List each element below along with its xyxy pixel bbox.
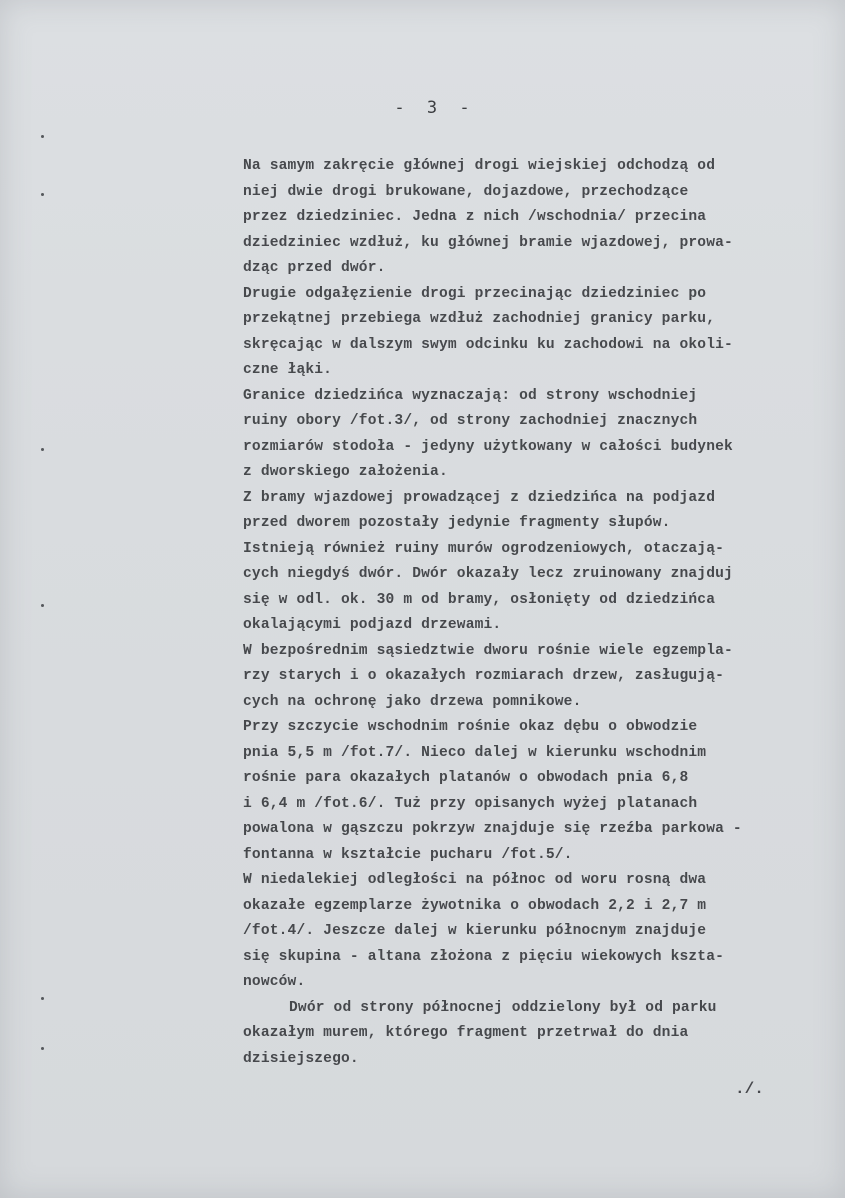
- text-line: W niedalekiej odległości na północ od woru rosną dwa: [243, 872, 707, 888]
- text-line: /fot.4/. Jeszcze dalej w kierunku północnym znajduje: [243, 923, 707, 939]
- text-line: Przy szczycie wschodnim rośnie okaz dębu o obwodzie: [243, 719, 698, 735]
- punch-hole-mark: [41, 997, 44, 1000]
- text-line: okalającymi podjazd drzewami.: [243, 617, 502, 633]
- text-line: rzy starych i o okazałych rozmiarach drzew, zasługują-: [243, 668, 725, 684]
- page-number: - 3 -: [394, 98, 476, 118]
- text-line: W bezpośrednim sąsiedztwie dworu rośnie wiele egzempla-: [243, 642, 733, 659]
- text-line: powalona w gąszczu pokrzyw znajduje się rzeźba parkowa -: [243, 821, 742, 837]
- text-line: przed dworem pozostały jedynie fragmenty słupów.: [243, 515, 671, 531]
- text-line: nowców.: [243, 974, 306, 990]
- punch-hole-mark: [41, 604, 44, 607]
- text-line: ruiny obory /fot.3/, od strony zachodniej znacznych: [243, 413, 698, 429]
- punch-hole-mark: [41, 448, 44, 451]
- text-line: cych niegdyś dwór. Dwór okazały lecz zruinowany znajduj: [243, 566, 733, 582]
- text-line: Na samym zakręcie głównej drogi wiejskiej odchodzą od: [243, 158, 716, 174]
- text-line: z dworskiego założenia.: [243, 464, 448, 480]
- text-line: rośnie para okazałych platanów o obwodach pnia 6,8: [243, 770, 689, 786]
- text-line: dzisiejszego.: [243, 1050, 359, 1067]
- text-line: fontanna w kształcie pucharu /fot.5/.: [243, 846, 573, 863]
- text-line: skręcając w dalszym swym odcinku ku zachodowi na okoli-: [243, 336, 733, 353]
- text-line: cych na ochronę jako drzewa pomnikowe.: [243, 693, 582, 710]
- text-line: czne łąki.: [243, 362, 333, 378]
- punch-hole-mark: [41, 1047, 44, 1050]
- text-line: pnia 5,5 m /fot.7/. Nieco dalej w kierunku wschodnim: [243, 744, 707, 761]
- body-text: [243, 154, 833, 1072]
- text-line: Z bramy wjazdowej prowadzącej z dziedzińca na podjazd: [243, 489, 716, 506]
- punch-hole-mark: [41, 193, 44, 196]
- text-line: się skupina - altana złożona z pięciu wiekowych kszta-: [243, 948, 725, 965]
- text-line: przez dziedziniec. Jedna z nich /wschodnia/ przecina: [243, 209, 707, 225]
- text-line: się w odl. ok. 30 m od bramy, osłonięty od dziedzińca: [243, 591, 716, 608]
- text-line: okazałe egzemplarze żywotnika o obwodach 2,2 i 2,7 m: [243, 897, 707, 914]
- text-line: Dwór od strony północnej oddzielony był od parku: [289, 999, 717, 1016]
- text-line: przekątnej przebiega wzdłuż zachodniej granicy parku,: [243, 311, 716, 327]
- text-line: rozmiarów stodoła - jedyny użytkowany w całości budynek: [243, 438, 733, 455]
- text-line: dziedziniec wzdłuż, ku głównej bramie wjazdowej, prowa-: [243, 234, 733, 251]
- text-line: Istnieją również ruiny murów ogrodzeniowych, otaczają-: [243, 540, 725, 557]
- text-line: Granice dziedzińca wyznaczają: od strony wschodniej: [243, 387, 698, 404]
- text-line: i 6,4 m /fot.6/. Tuż przy opisanych wyżej platanach: [243, 795, 698, 812]
- text-line: niej dwie drogi brukowane, dojazdowe, przechodzące: [243, 183, 689, 200]
- text-line: okazałym murem, którego fragment przetrwał do dnia: [243, 1025, 689, 1041]
- punch-hole-mark: [41, 135, 44, 138]
- text-line: Drugie odgałęzienie drogi przecinając dziedziniec po: [243, 285, 707, 302]
- continuation-mark: ./.: [735, 1080, 764, 1098]
- text-line: dząc przed dwór.: [243, 260, 386, 276]
